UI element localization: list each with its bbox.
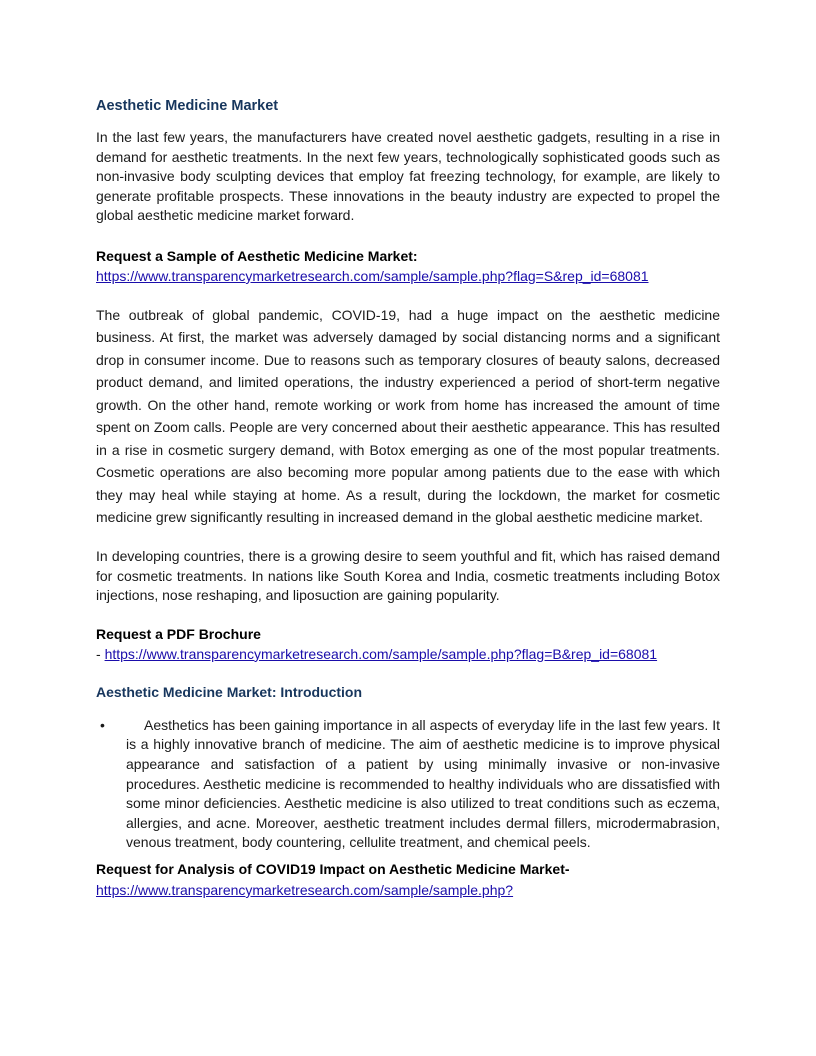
brochure-request-label: Request a PDF Brochure bbox=[96, 625, 261, 642]
sample-request-block bbox=[96, 246, 720, 286]
page-title: Aesthetic Medicine Market bbox=[96, 98, 279, 114]
intro-bullet-text: Aesthetics has been gaining importance in all aspects of everyday life in the last few years. It is a highly innovative branch of medicine. The aim of aesthetic medicine is to improve physical appearance and satisfaction of a patient by using minimally invasive or non-invasive procedures. Aesthetic medicine is recommended to healthy individuals who are dissatisfied with some minor deficiencies. Aesthetic medicine is also utilized to treat conditions such as eczema, allergies, and acne. Moreover, aesthetic treatment includes dermal fillers, microdermabrasion, venous treatment, body countering, cellulite treatment, and chemical peels. bbox=[126, 716, 720, 851]
paragraph-developing-countries: In developing countries, there is a growing desire to seem youthful and fit, which has raised demand for cosmetic treatments. In nations like South Korea and India, cosmetic treatments including Botox injections, nose reshaping, and liposuction are gaining popularity. bbox=[96, 547, 720, 604]
sample-request-label: Request a Sample of Aesthetic Medicine Market: bbox=[96, 247, 418, 264]
covid-request-block bbox=[96, 859, 720, 901]
intro-bullet-list bbox=[96, 716, 720, 853]
brochure-dash: - bbox=[96, 645, 105, 662]
covid-request-label: Request for Analysis of COVID19 Impact on Aesthetic Medicine Market- bbox=[96, 860, 570, 877]
paragraph-covid-impact: The outbreak of global pandemic, COVID-19, had a huge impact on the aesthetic medicine business. At first, the market was adversely damaged by social distancing norms and a significant drop in consumer income. Due to reasons such as temporary closures of beauty salons, decreased product demand, and limited operations, the industry experienced a period of short-term negative growth. On the other hand, remote working or work from home has increased the amount of time spent on Zoom calls. People are very concerned about their aesthetic appearance. This has resulted in a rise in cosmetic surgery demand, with Botox emerging as one of the most popular treatments. Cosmetic operations are also becoming more popular among patients due to the ease with which they may heal while staying at home. As a result, during the lockdown, the market for cosmetic medicine grew significantly resulting in increased demand in the global aesthetic medicine market. bbox=[96, 306, 720, 526]
brochure-request-link[interactable]: https://www.transparencymarketresearch.com/sample/sample.php?flag=B&rep_id=68081 bbox=[104, 645, 658, 662]
paragraph-intro: In the last few years, the manufacturers have created novel aesthetic gadgets, resulting in a rise in demand for aesthetic treatments. In the next few years, technologically sophisticated goods such as non-invasive body sculpting devices that employ fat freezing technology, for example, are likely to generate profitable prospects. These innovations in the beauty industry are expected to propel the global aesthetic medicine market forward. bbox=[96, 129, 720, 224]
document-page bbox=[96, 96, 720, 901]
covid-request-link[interactable]: https://www.transparencymarketresearch.com/sample/sample.php? bbox=[96, 881, 514, 898]
brochure-request-block bbox=[96, 624, 720, 664]
sample-request-link[interactable]: https://www.transparencymarketresearch.com/sample/sample.php?flag=S&rep_id=68081 bbox=[96, 267, 649, 284]
introduction-heading: Aesthetic Medicine Market: Introduction bbox=[96, 683, 363, 700]
bullet-icon: • bbox=[100, 716, 105, 733]
